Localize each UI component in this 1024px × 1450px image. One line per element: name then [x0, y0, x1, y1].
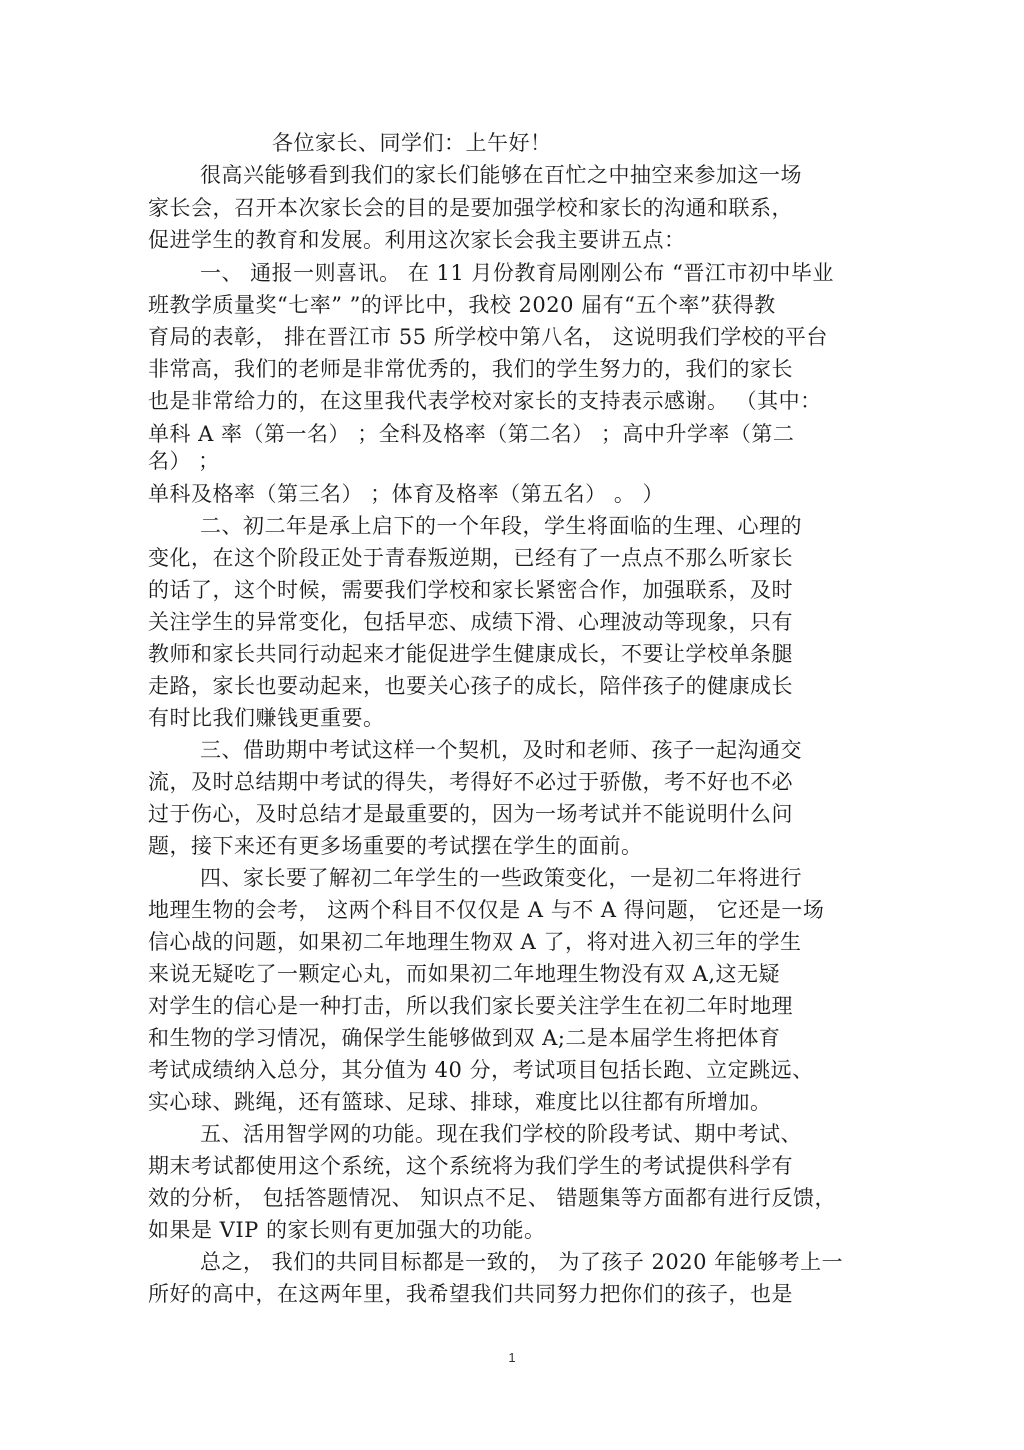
paragraph-1-line: 名） ；: [148, 449, 220, 473]
paragraph-4-line: 信心战的问题，如果初二年地理生物双 A 了，将对进入初三年的学生: [148, 930, 802, 954]
paragraph-5-line: 如果是 VIP 的家长则有更加强大的功能。: [148, 1218, 546, 1242]
paragraph-4-line: 和生物的学习情况，确保学生能够做到双 A;二是本届学生将把体育: [148, 1026, 781, 1050]
paragraph-intro-line: 很高兴能够看到我们的家长们能够在百忙之中抽空来参加这一场: [200, 163, 802, 187]
paragraph-4-line: 对学生的信心是一种打击，所以我们家长要关注学生在初二年时地理: [148, 994, 793, 1018]
greeting-line: 各位家长、同学们：上午好！: [272, 131, 552, 155]
paragraph-intro-line: 家长会，召开本次家长会的目的是要加强学校和家长的沟通和联系，: [148, 196, 793, 220]
paragraph-2-line: 走路，家长也要动起来，也要关心孩子的成长，陪伴孩子的健康成长: [148, 674, 793, 698]
paragraph-2-line: 教师和家长共同行动起来才能促进学生健康成长，不要让学校单条腿: [148, 642, 793, 666]
paragraph-intro-line: 促进学生的教育和发展。利用这次家长会我主要讲五点：: [148, 228, 686, 252]
paragraph-5-line: 期末考试都使用这个系统，这个系统将为我们学生的考试提供科学有: [148, 1154, 793, 1178]
paragraph-1-line: 非常高，我们的老师是非常优秀的，我们的学生努力的，我们的家长: [148, 357, 793, 381]
paragraph-1-line: 单科 A 率（第一名） ；全科及格率（第二名） ；高中升学率（第二: [148, 422, 795, 446]
paragraph-1-line: 育局的表彰， 排在晋江市 55 所学校中第八名， 这说明我们学校的平台: [148, 325, 828, 349]
paragraph-2-line: 有时比我们赚钱更重要。: [148, 706, 385, 730]
paragraph-4-line: 地理生物的会考， 这两个科目不仅仅是 A 与不 A 得问题， 它还是一场: [148, 898, 825, 922]
paragraph-1-line: 也是非常给力的，在这里我代表学校对家长的支持表示感谢。 （其中：: [148, 389, 822, 413]
paragraph-4-line: 考试成绩纳入总分，其分值为 40 分，考试项目包括长跑、立定跳远、: [148, 1058, 814, 1082]
paragraph-conclusion-line: 总之， 我们的共同目标都是一致的， 为了孩子 2020 年能够考上一: [200, 1250, 844, 1274]
paragraph-5-line: 五、活用智学网的功能。现在我们学校的阶段考试、期中考试、: [200, 1122, 802, 1146]
paragraph-2-line: 二、初二年是承上启下的一个年段，学生将面临的生理、心理的: [200, 514, 802, 538]
paragraph-2-line: 关注学生的异常变化，包括早恋、成绩下滑、心理波动等现象，只有: [148, 610, 793, 634]
paragraph-4-line: 来说无疑吃了一颗定心丸，而如果初二年地理生物没有双 A,这无疑: [148, 962, 781, 986]
paragraph-1-line: 一、 通报一则喜讯。 在 11 月份教育局刚刚公布 “晋江市初中毕业: [200, 261, 834, 285]
paragraph-1-line: 班教学质量奖“七率” ”的评比中，我校 2020 届有“五个率”获得教: [148, 293, 776, 317]
paragraph-2-line: 变化，在这个阶段正处于青春叛逆期，已经有了一点点不那么听家长: [148, 546, 793, 570]
paragraph-3-line: 过于伤心，及时总结才是最重要的，因为一场考试并不能说明什么问: [148, 802, 793, 826]
paragraph-4-line: 四、家长要了解初二年学生的一些政策变化，一是初二年将进行: [200, 866, 802, 890]
paragraph-1-line: 单科及格率（第三名） ；体育及格率（第五名） 。 ）: [148, 482, 665, 506]
paragraph-3-line: 三、借助期中考试这样一个契机，及时和老师、孩子一起沟通交: [200, 738, 802, 762]
paragraph-2-line: 的话了，这个时候，需要我们学校和家长紧密合作，加强联系，及时: [148, 578, 793, 602]
paragraph-5-line: 效的分析， 包括答题情况、 知识点不足、 错题集等方面都有进行反馈，: [148, 1186, 837, 1210]
paragraph-3-line: 题，接下来还有更多场重要的考试摆在学生的面前。: [148, 834, 643, 858]
paragraph-3-line: 流，及时总结期中考试的得失，考得好不必过于骄傲，考不好也不必: [148, 770, 793, 794]
paragraph-4-line: 实心球、跳绳，还有篮球、足球、排球，难度比以往都有所增加。: [148, 1090, 772, 1114]
page-number: 1: [508, 1350, 516, 1365]
paragraph-conclusion-line: 所好的高中，在这两年里，我希望我们共同努力把你们的孩子，也是: [148, 1282, 793, 1306]
